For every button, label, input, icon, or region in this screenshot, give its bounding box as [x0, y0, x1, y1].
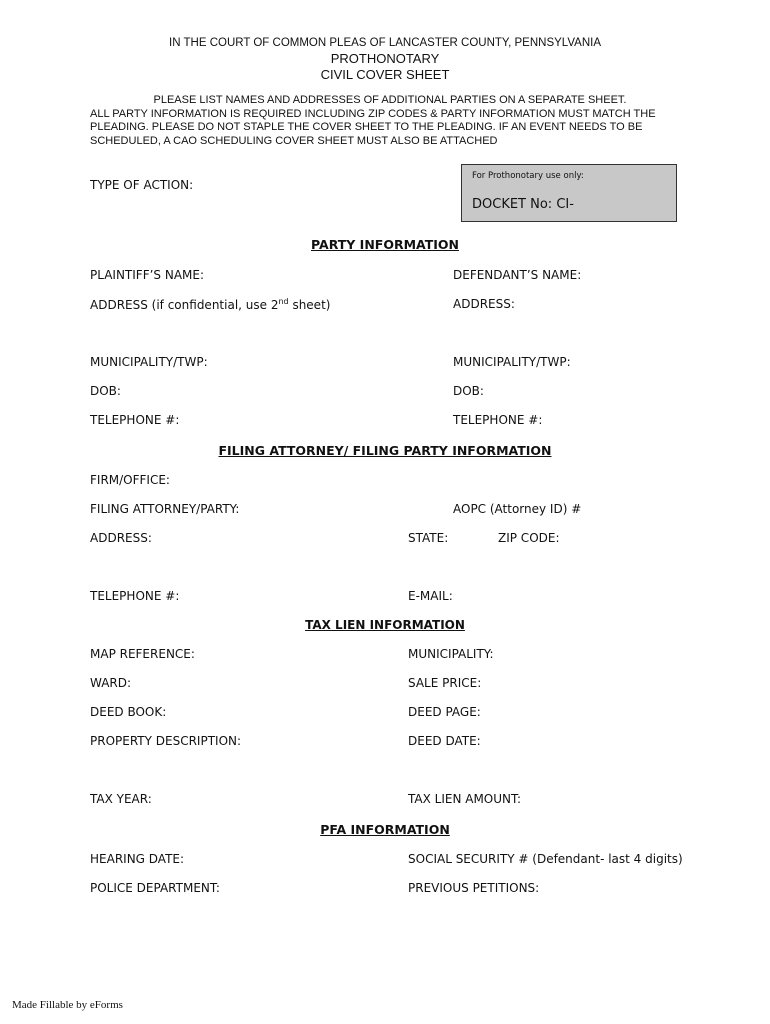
prothonotary-use-box — [461, 164, 677, 222]
filing-attorney-heading: FILING ATTORNEY/ FILING PARTY INFORMATION — [218, 443, 552, 458]
previous-petitions-label: PREVIOUS PETITIONS: — [408, 881, 540, 895]
firm-office-label: FIRM/OFFICE: — [90, 473, 170, 487]
filing-notice — [90, 94, 690, 148]
plaintiff-address-suffix: sheet) — [288, 298, 331, 312]
plaintiff-name-label: PLAINTIFF’S NAME: — [90, 268, 205, 282]
tax-lien-heading: TAX LIEN INFORMATION — [305, 618, 465, 632]
ssn-label: SOCIAL SECURITY # (Defendant- last 4 digits) — [408, 852, 683, 866]
zip-code-label: ZIP CODE: — [498, 531, 560, 545]
court-heading: IN THE COURT OF COMMON PLEAS OF LANCASTER COUNTY, PENNSYLVANIA — [169, 37, 601, 49]
map-reference-label: MAP REFERENCE: — [90, 647, 195, 661]
notice-line-1: PLEASE LIST NAMES AND ADDRESSES OF ADDITIONAL PARTIES ON A SEPARATE SHEET. — [153, 94, 627, 106]
attorney-address-label: ADDRESS: — [90, 531, 152, 545]
defendant-dob-label: DOB: — [453, 384, 484, 398]
deed-date-label: DEED DATE: — [408, 734, 481, 748]
police-department-label: POLICE DEPARTMENT: — [90, 881, 220, 895]
tax-municipality-label: MUNICIPALITY: — [408, 647, 494, 661]
plaintiff-address-prefix: ADDRESS (if confidential, use 2 — [90, 298, 279, 312]
defendant-address-label: ADDRESS: — [453, 297, 515, 311]
plaintiff-telephone-label: TELEPHONE #: — [90, 413, 180, 427]
ward-label: WARD: — [90, 676, 132, 690]
hearing-date-label: HEARING DATE: — [90, 852, 185, 866]
party-information-heading: PARTY INFORMATION — [311, 237, 459, 252]
defendant-name-label: DEFENDANT’S NAME: — [453, 268, 582, 282]
tax-year-label: TAX YEAR: — [90, 792, 152, 806]
form-title: CIVIL COVER SHEET — [320, 67, 450, 82]
plaintiff-municipality-label: MUNICIPALITY/TWP: — [90, 355, 208, 369]
type-of-action-label: TYPE OF ACTION: — [90, 178, 194, 192]
office-title: PROTHONOTARY — [330, 51, 440, 66]
attorney-telephone-label: TELEPHONE #: — [90, 589, 180, 603]
email-label: E-MAIL: — [408, 589, 453, 603]
notice-text: ALL PARTY INFORMATION IS REQUIRED INCLUDING ZIP CODES & PARTY INFORMATION MUST MATCH THE PLEADING. PLEASE DO NOT STAPLE THE COVER SHEET TO THE PLEADING. IF AN EVENT NEEDS TO BE SCHEDULED, A CAO SCHEDULING COVER SHEET MUST ALSO BE ATTACHED — [90, 107, 656, 147]
sale-price-label: SALE PRICE: — [408, 676, 482, 690]
pfa-heading: PFA INFORMATION — [320, 822, 450, 837]
docket-number-label: DOCKET No: CI- — [472, 197, 574, 212]
plaintiff-address-sup: nd — [278, 297, 289, 306]
property-description-label: PROPERTY DESCRIPTION: — [90, 734, 242, 748]
tax-lien-amount-label: TAX LIEN AMOUNT: — [408, 792, 522, 806]
defendant-municipality-label: MUNICIPALITY/TWP: — [453, 355, 571, 369]
deed-book-label: DEED BOOK: — [90, 705, 167, 719]
plaintiff-address-label — [90, 297, 330, 312]
aopc-id-label: AOPC (Attorney ID) # — [453, 502, 582, 516]
prothonotary-note: For Prothonotary use only: — [472, 171, 584, 181]
deed-page-label: DEED PAGE: — [408, 705, 481, 719]
state-label: STATE: — [408, 531, 449, 545]
footer-credit: Made Fillable by eForms — [12, 999, 123, 1011]
defendant-telephone-label: TELEPHONE #: — [453, 413, 543, 427]
filing-party-label: FILING ATTORNEY/PARTY: — [90, 502, 240, 516]
plaintiff-dob-label: DOB: — [90, 384, 121, 398]
